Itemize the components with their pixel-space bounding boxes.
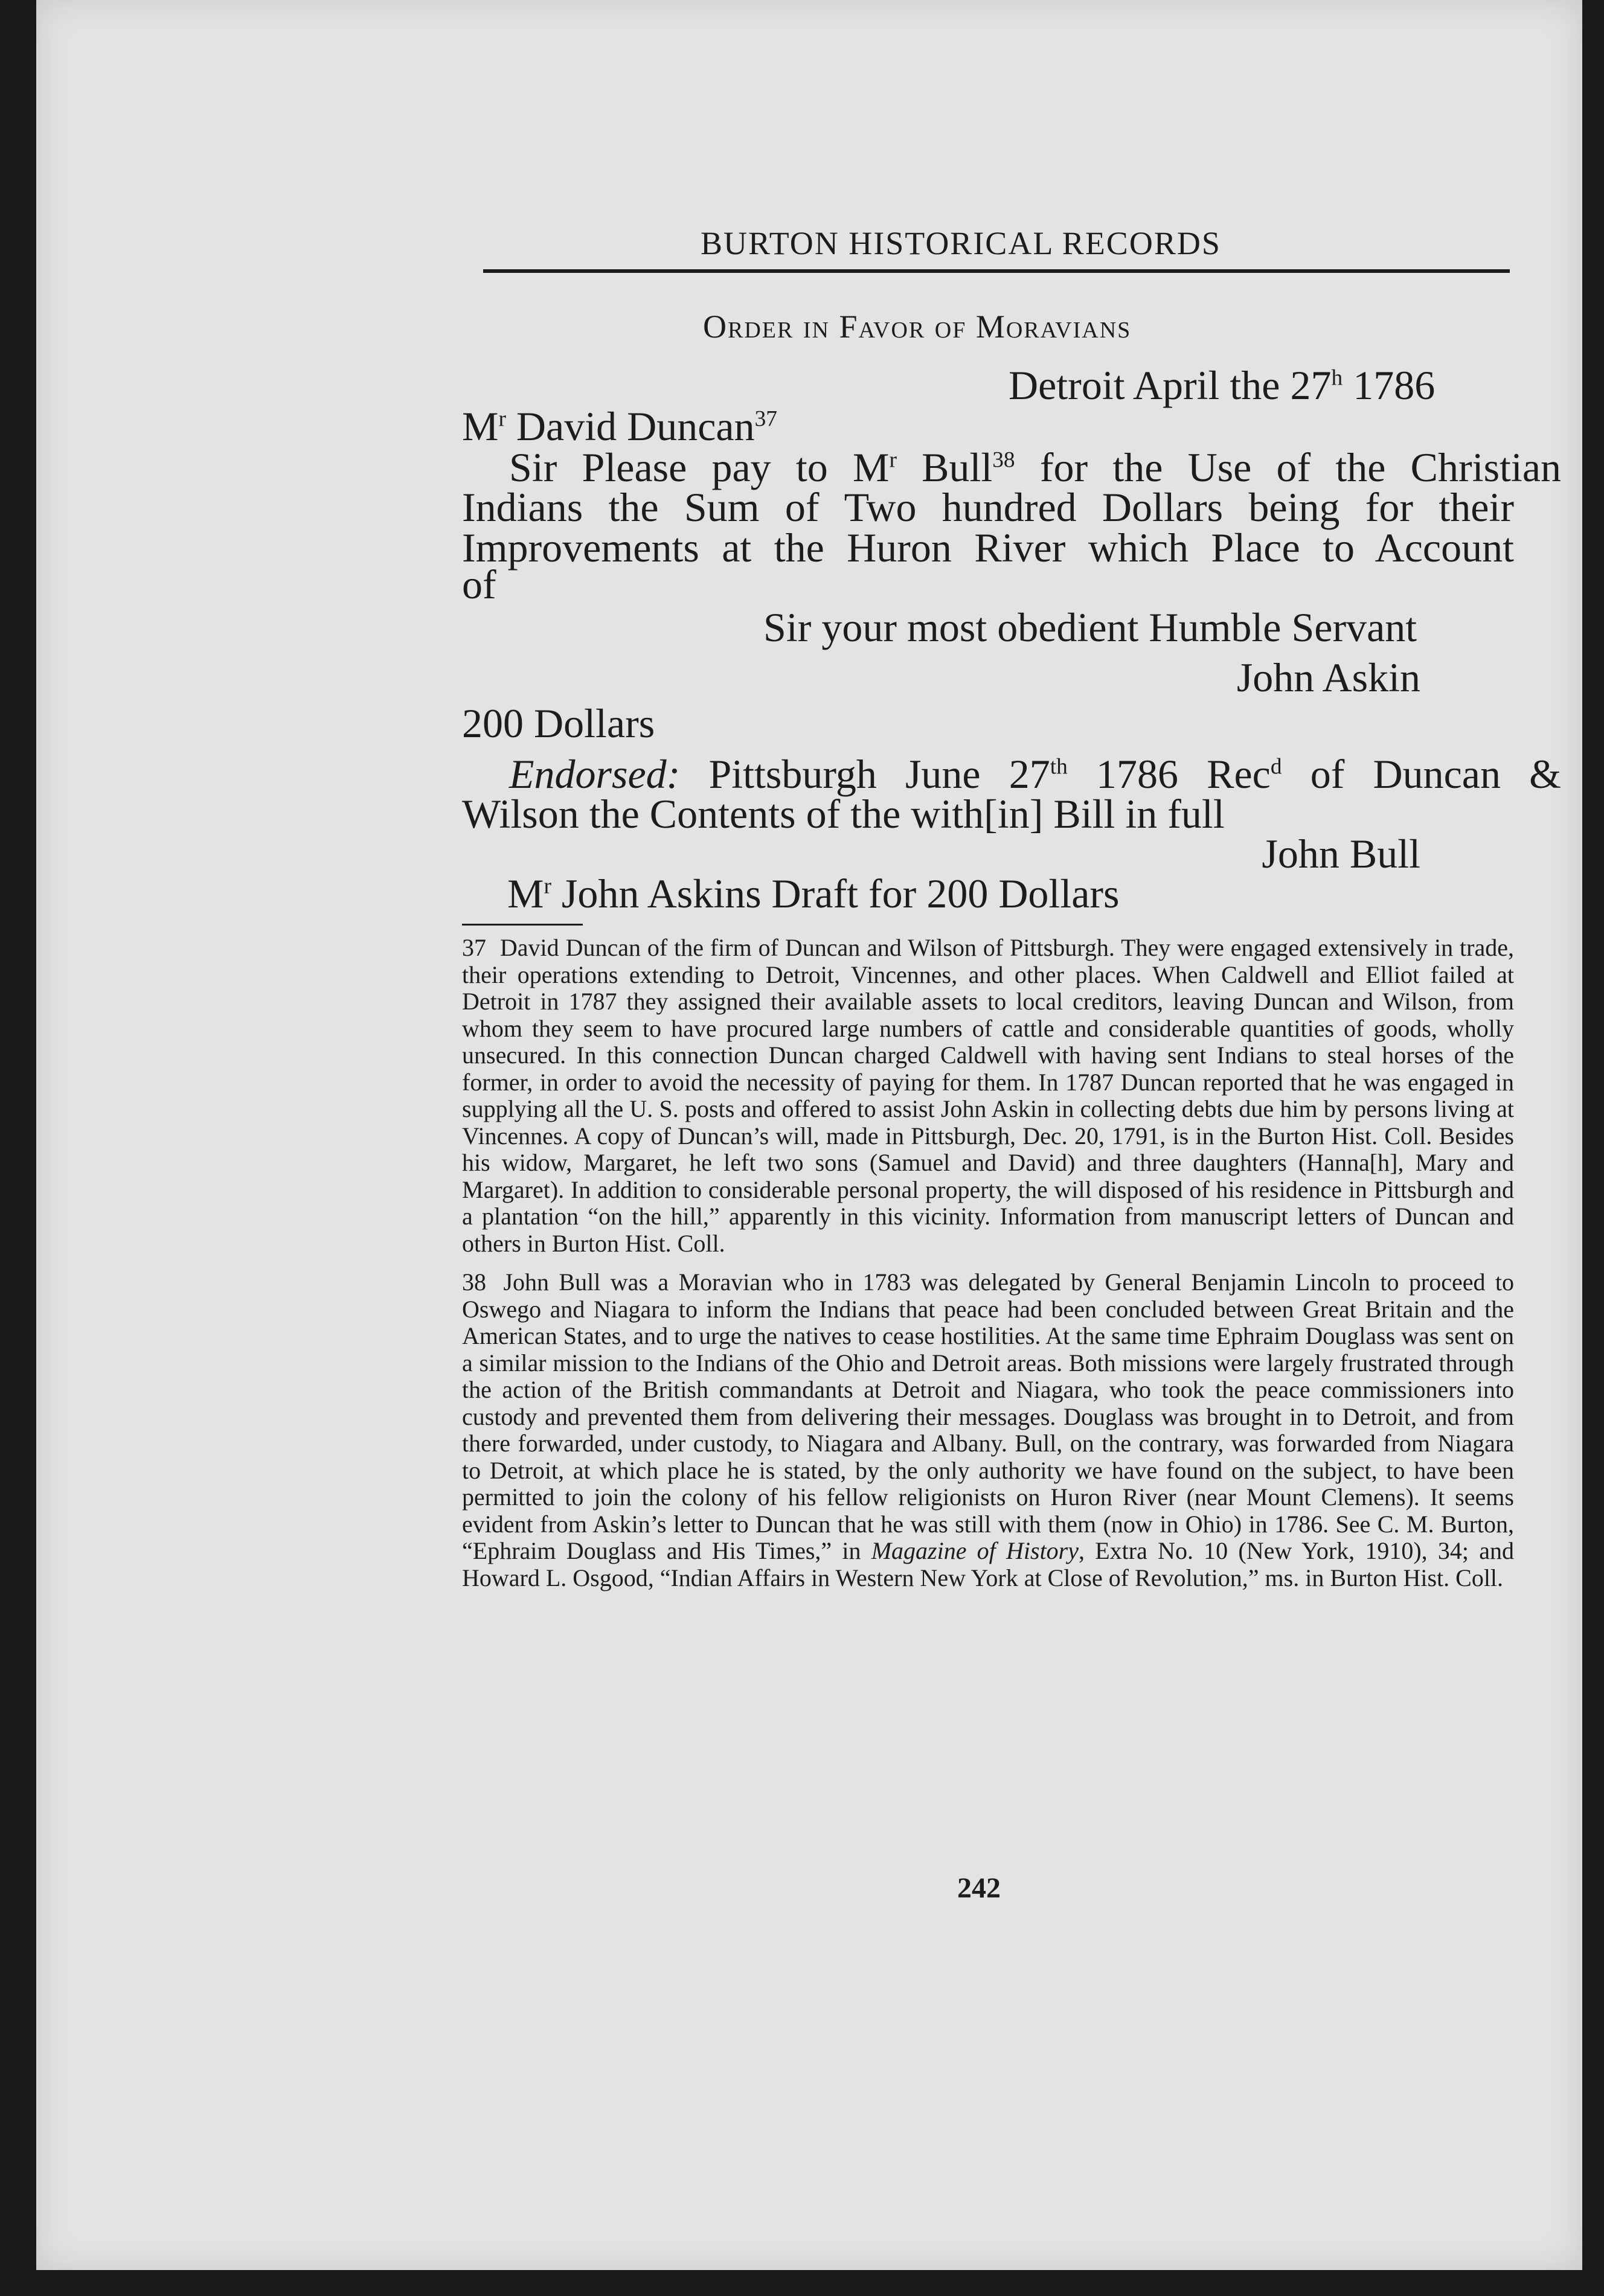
docket-sup: r [544, 874, 551, 899]
footnote-number: 37 [462, 934, 486, 961]
letter-signature: John Askin [1236, 654, 1420, 700]
endorsement-signature: John Bull [1262, 831, 1420, 877]
running-head: BURTON HISTORICAL RECORDS [701, 225, 1221, 261]
footnote-rule [462, 924, 583, 926]
endorsement-line-1 [462, 753, 1561, 795]
body-text: Bull [896, 444, 993, 490]
dateline-text: Detroit April the 27 [1009, 362, 1332, 408]
endorsed-text: Pittsburgh June 27 [680, 751, 1050, 797]
endorsed-text: of Duncan & [1282, 751, 1561, 797]
letter-body-line-1 [462, 444, 1561, 490]
footnote-text: David Duncan of the firm of Duncan and Wilson of Pittsburgh. They were engaged extensively in trade, their operations extending to Detroit, Vincennes, and other places. When Caldwell and Elliot failed at Detroit in 1787 they assigned their available assets to local creditors, leaving Duncan and Wilson, from whom they seem to have procured large numbers of cattle and considerable quantities of goods, wholly unsecured. In this connection Duncan charged Caldwell with having sent Indians to steal horses of the former, in order to avoid the necessity of paying for them. In 1787 Duncan reported that he was engaged in supplying all the U. S. posts and offered to assist John Askin in collecting debts due him by persons living at Vincennes. A copy of Duncan’s will, made in Pittsburgh, Dec. 20, 1791, is in the Burton Hist. Coll. Besides his widow, Margaret, he left two sons (Samuel and David) and three daughters (Hanna[h], Mary and Margaret). In addition to considerable personal property, the will disposed of his residence in Pittsburgh and a plantation “on the hill,” apparently in this vicinity. Information from manuscript letters of Duncan and others in Burton Hist. Coll. [462, 934, 1514, 1257]
endorsed-label: Endorsed: [509, 751, 681, 797]
letter-addressee [462, 403, 777, 449]
letter-dateline [1009, 362, 1436, 408]
letter-amount: 200 Dollars [462, 700, 655, 746]
docket-text: John Askins Draft for 200 Dollars [551, 871, 1120, 916]
footnote-text: John Bull was a Moravian who in 1783 was delegated by General Benjamin Lincoln to proceed to Oswego and Niagara to inform the Indians that peace had been concluded between Great Britain and the American States, and to urge the natives to cease hostilities. At the same time Ephraim Douglass was sent on a similar mission to the Indians of the Ohio and Detroit areas. Both missions were largely frustrated through the action of the British commandants at Detroit and Niagara, who took the peace commissioners into custody and prevented them from delivering their messages. Douglass was brought in to Detroit, and from there forwarded, under custody, to Niagara and Albany. Bull, on the contrary, was forwarded from Niagara to Detroit, at which place he is stated, by the only authority we have found on the subject, to have been permitted to join the colony of his fellow religionists on Huron River (near Mount Clemens). It seems evident from Askin’s letter to Duncan that he was still with them (now in Ohio) in 1786. See C. M. Burton, “Ephraim Douglass and His Times,” in [462, 1268, 1514, 1564]
letter-body-line-4: of [462, 561, 496, 607]
addressee-prefix: M [462, 403, 499, 449]
header-rule [483, 269, 1510, 273]
footnote-38 [462, 1269, 1514, 1591]
body-text: for the Use of the Christian [1015, 444, 1561, 490]
footnote-ref-37: 37 [754, 406, 777, 432]
endorsement-line-2: Wilson the Contents of the with[in] Bill in full [462, 791, 1225, 837]
footnote-ref-38: 38 [992, 447, 1015, 473]
footnotes [462, 935, 1514, 1591]
document-title: Order in Favor of Moravians [703, 309, 1132, 345]
endorsed-sup: th [1050, 754, 1068, 779]
letter-body-line-3: Improvements at the Huron River which Place to Account [462, 525, 1514, 571]
addressee-sup: r [498, 406, 506, 432]
footnote-text: , Extra No. 10 (New York, 1910), 34; and Howard L. Osgood, “Indian Affairs in Western New York at Close of Revolution,” ms. in Burton Hist. Coll. [462, 1537, 1514, 1591]
endorsed-text: 1786 Rec [1067, 751, 1271, 797]
letter-body-line-2: Indians the Sum of Two hundred Dollars being for their [462, 484, 1514, 530]
footnote-italic-title: Magazine of History [871, 1537, 1079, 1564]
book-page [36, 0, 1582, 2270]
endorsed-sup: d [1270, 754, 1282, 779]
body-sup: r [889, 447, 897, 473]
letter-closing: Sir your most obedient Humble Servant [763, 604, 1417, 650]
page-number: 242 [957, 1872, 1001, 1904]
dateline-sup: h [1331, 365, 1343, 391]
docket-prefix: M [507, 871, 544, 916]
dateline-year: 1786 [1343, 362, 1436, 408]
docket-line [507, 873, 1120, 914]
footnote-37 [462, 935, 1514, 1257]
addressee-name: David Duncan [505, 403, 755, 449]
footnote-number: 38 [462, 1268, 486, 1296]
body-text: Sir Please pay to M [509, 444, 890, 490]
